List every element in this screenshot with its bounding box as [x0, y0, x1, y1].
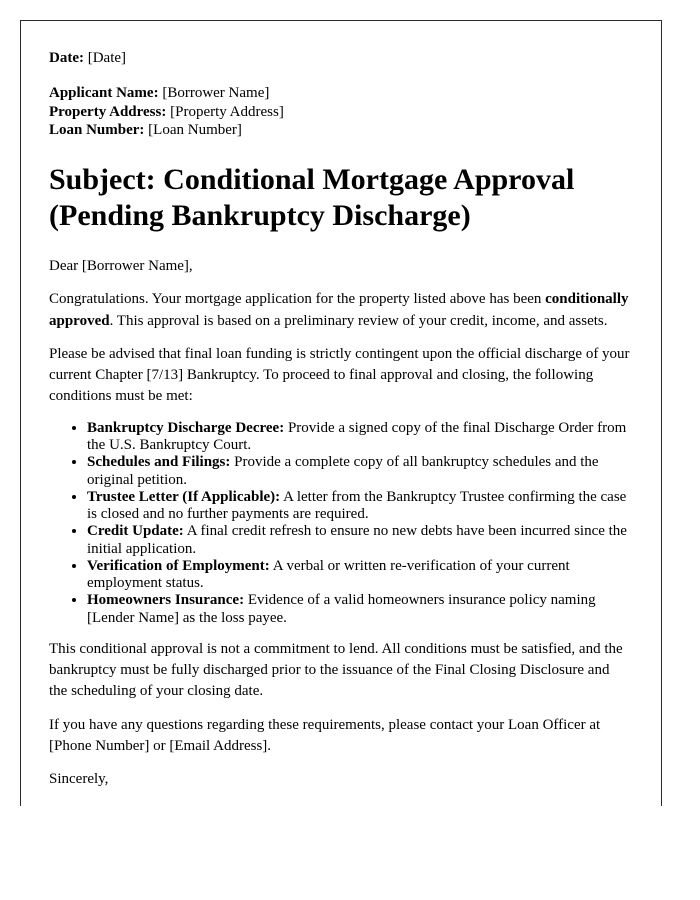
contact-paragraph: If you have any questions regarding these requirements, please contact your Loan Officer at [Phone Number] or [Email Address]. — [49, 716, 601, 754]
loan-number-value: [Loan Number] — [144, 122, 242, 139]
condition-label: Schedules and Filings: — [87, 454, 231, 471]
intro-text-pre: Congratulations. Your mortgage application for the property listed above has been — [49, 291, 546, 308]
condition-text: A verbal or written re-verification of your current employment status. — [87, 557, 570, 592]
conditions-list — [49, 420, 631, 627]
date-label: Date: — [49, 50, 84, 66]
condition-text: Evidence of a valid homeowners insurance policy naming [Lender Name] as the loss payee. — [87, 592, 596, 626]
intro-paragraph — [49, 289, 631, 332]
condition-label: Verification of Employment: — [87, 557, 270, 574]
applicant-name-value: [Borrower Name] — [158, 84, 270, 101]
condition-label: Trustee Letter (If Applicable): — [87, 488, 281, 505]
applicant-name-label: Applicant Name: — [49, 84, 159, 101]
condition-text: A final credit refresh to ensure no new debts have been incurred since the initial application. — [87, 523, 627, 557]
property-address-label: Property Address: — [49, 103, 167, 120]
applicant-info-block — [49, 84, 631, 140]
list-item — [87, 489, 631, 524]
intro-text-post: . This approval is based on a preliminary review of your credit, income, and assets. — [109, 312, 608, 329]
condition-text: Provide a signed copy of the final Discharge Order from the U.S. Bankruptcy Court. — [87, 419, 627, 454]
list-item — [87, 558, 631, 593]
condition-label: Bankruptcy Discharge Decree: — [87, 419, 285, 436]
closing-salutation: Sincerely, — [49, 771, 109, 788]
disclaimer-paragraph: This conditional approval is not a commitment to lend. All conditions must be satisfied, and the bankruptcy must be fully discharged prior to the issuance of the Final Closing Disclosure and the scheduling of your closing date. — [49, 640, 623, 700]
subject-heading: Subject: Conditional Mortgage Approval (Pending Bankruptcy Discharge) — [49, 163, 575, 232]
property-address-value: [Property Address] — [166, 103, 284, 120]
contingency-paragraph: Please be advised that final loan funding is strictly contingent upon the official discharge of your current Chapter [7/13] Bankruptcy. To proceed to final approval and closing, the following conditions must be met: — [49, 345, 630, 405]
date-value: [Date] — [83, 50, 127, 66]
condition-text: Provide a complete copy of all bankruptcy schedules and the original petition. — [87, 454, 599, 488]
list-item — [87, 523, 631, 558]
list-item — [87, 454, 631, 489]
salutation: Dear [Borrower Name], — [49, 258, 193, 274]
list-item — [87, 420, 631, 455]
condition-label: Homeowners Insurance: — [87, 592, 245, 609]
loan-number-label: Loan Number: — [49, 122, 145, 139]
list-item — [87, 592, 631, 627]
condition-label: Credit Update: — [87, 523, 184, 540]
date-line — [49, 49, 631, 68]
condition-text: A letter from the Bankruptcy Trustee confirming the case is closed and no further payments are required. — [87, 488, 627, 523]
conditionally-approved-emphasis: conditionally approved — [49, 291, 629, 329]
letter-frame — [20, 20, 662, 806]
